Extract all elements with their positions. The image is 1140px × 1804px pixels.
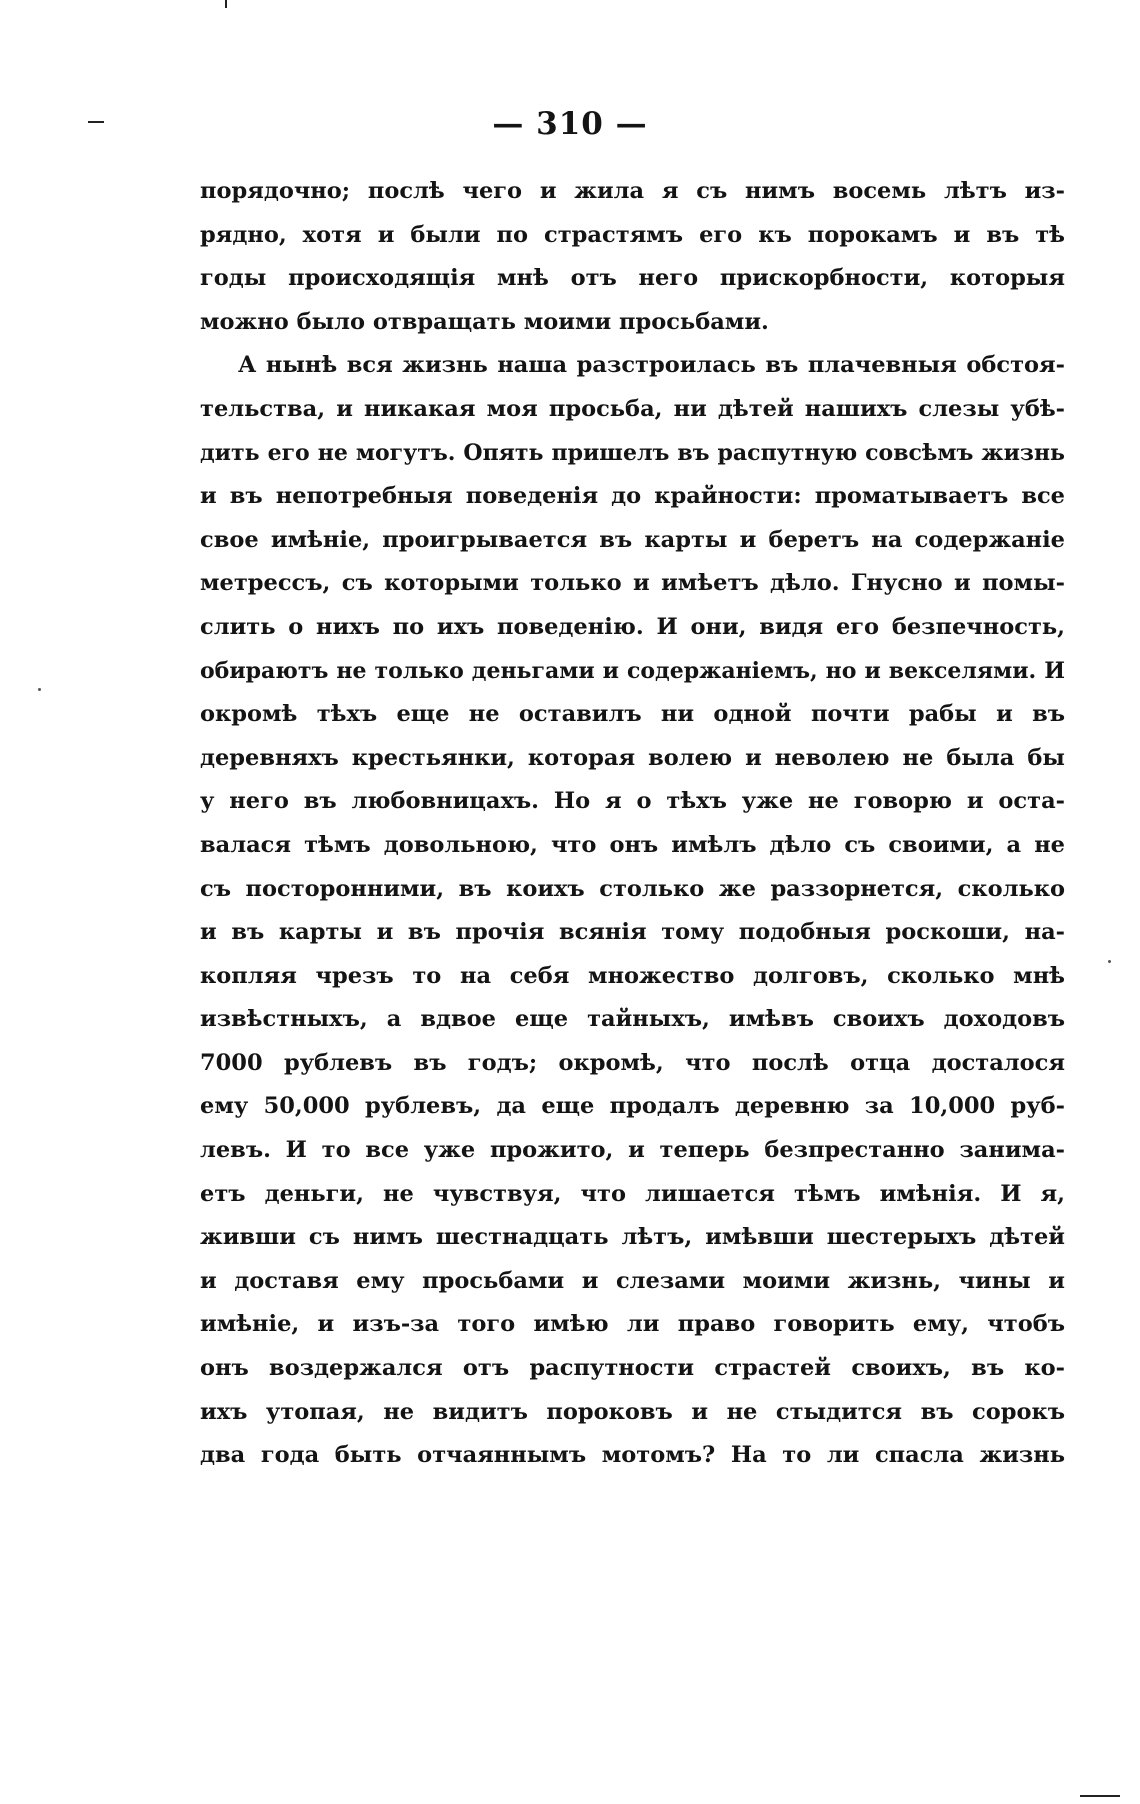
- body-text: [200, 170, 1065, 1478]
- text-line: извѣстныхъ, а вдвое еще тайныхъ, имѣвъ своихъ доходовъ: [200, 1006, 1065, 1033]
- ink-speck: [38, 688, 41, 691]
- text-line: и въ непотребныя поведенія до крайности: проматываетъ все: [200, 483, 1065, 510]
- text-line: годы происходящія мнѣ отъ него прискорбности, которыя: [200, 265, 1065, 292]
- text-line: ему 50,000 рублевъ, да еще продалъ деревню за 10,000 руб-: [200, 1093, 1065, 1120]
- text-line: у него въ любовницахъ. Но я о тѣхъ уже не говорю и оста-: [200, 788, 1065, 815]
- text-line: порядочно; послѣ чего и жила я съ нимъ восемь лѣтъ из-: [200, 178, 1065, 204]
- text-line: копляя чрезъ то на себя множество долговъ, сколько мнѣ: [200, 962, 1065, 989]
- text-line: обираютъ не только деньгами и содержаніемъ, но и векселями. И: [200, 657, 1065, 684]
- text-line: и въ карты и въ прочія всянія тому подобныя роскоши, на-: [200, 919, 1065, 946]
- ink-speck: [1108, 960, 1111, 963]
- text-line: живши съ нимъ шестнадцать лѣтъ, имѣвши шестерыхъ дѣтей: [200, 1224, 1065, 1251]
- text-line: дить его не могутъ. Опять пришелъ въ распутную совсѣмъ жизнь: [200, 439, 1065, 466]
- text-line: два года быть отчаяннымъ мотомъ? На то ли спасла жизнь: [200, 1442, 1065, 1469]
- text-line: свое имѣніе, проигрывается въ карты и беретъ на содержаніе: [200, 526, 1065, 553]
- paragraph-2: [200, 344, 1065, 1477]
- text-line: имѣніе, и изъ-за того имѣю ли право говорить ему, чтобъ: [200, 1311, 1065, 1338]
- top-edge-tick: [225, 0, 227, 8]
- text-line: деревняхъ крестьянки, которая волею и неволею не была бы: [200, 744, 1065, 771]
- text-line: 7000 рублевъ въ годъ; окромѣ, что послѣ отца досталося: [200, 1049, 1065, 1076]
- text-line: и доставя ему просьбами и слезами моими жизнь, чины и: [200, 1267, 1065, 1294]
- paragraph-1: [200, 170, 1065, 344]
- text-line: левъ. И то все уже прожито, и теперь безпрестанно занима-: [200, 1137, 1065, 1164]
- text-line: А нынѣ вся жизнь наша разстроилась въ плачевныя обстоя-: [238, 352, 1065, 379]
- text-line: окромѣ тѣхъ еще не оставилъ ни одной почти рабы и въ: [200, 701, 1065, 728]
- text-line: валася тѣмъ довольною, что онъ имѣлъ дѣло съ своими, а не: [200, 831, 1065, 858]
- text-line: метрессъ, съ которыми только и имѣетъ дѣло. Гнусно и помы-: [200, 570, 1065, 597]
- text-line: съ посторонними, въ коихъ столько же раззорнется, сколько: [200, 875, 1065, 902]
- bottom-corner-mark: [1080, 1795, 1120, 1797]
- text-line: онъ воздержался отъ распутности страстей своихъ, въ ко-: [200, 1355, 1065, 1382]
- text-line: можно было отвращать моими просьбами.: [200, 308, 769, 335]
- page-number: — 310 —: [492, 106, 648, 142]
- text-line: слить о нихъ по ихъ поведенію. И они, видя его безпечность,: [200, 613, 1065, 640]
- text-line: етъ деньги, не чувствуя, что лишается тѣмъ имѣнія. И я,: [200, 1180, 1065, 1207]
- text-line: ихъ утопая, не видитъ пороковъ и не стыдится въ сорокъ: [200, 1398, 1065, 1425]
- text-line: рядно, хотя и были по страстямъ его къ порокамъ и въ тѣ: [200, 221, 1065, 248]
- text-line: тельства, и никакая моя просьба, ни дѣтей нашихъ слезы убѣ-: [200, 395, 1065, 422]
